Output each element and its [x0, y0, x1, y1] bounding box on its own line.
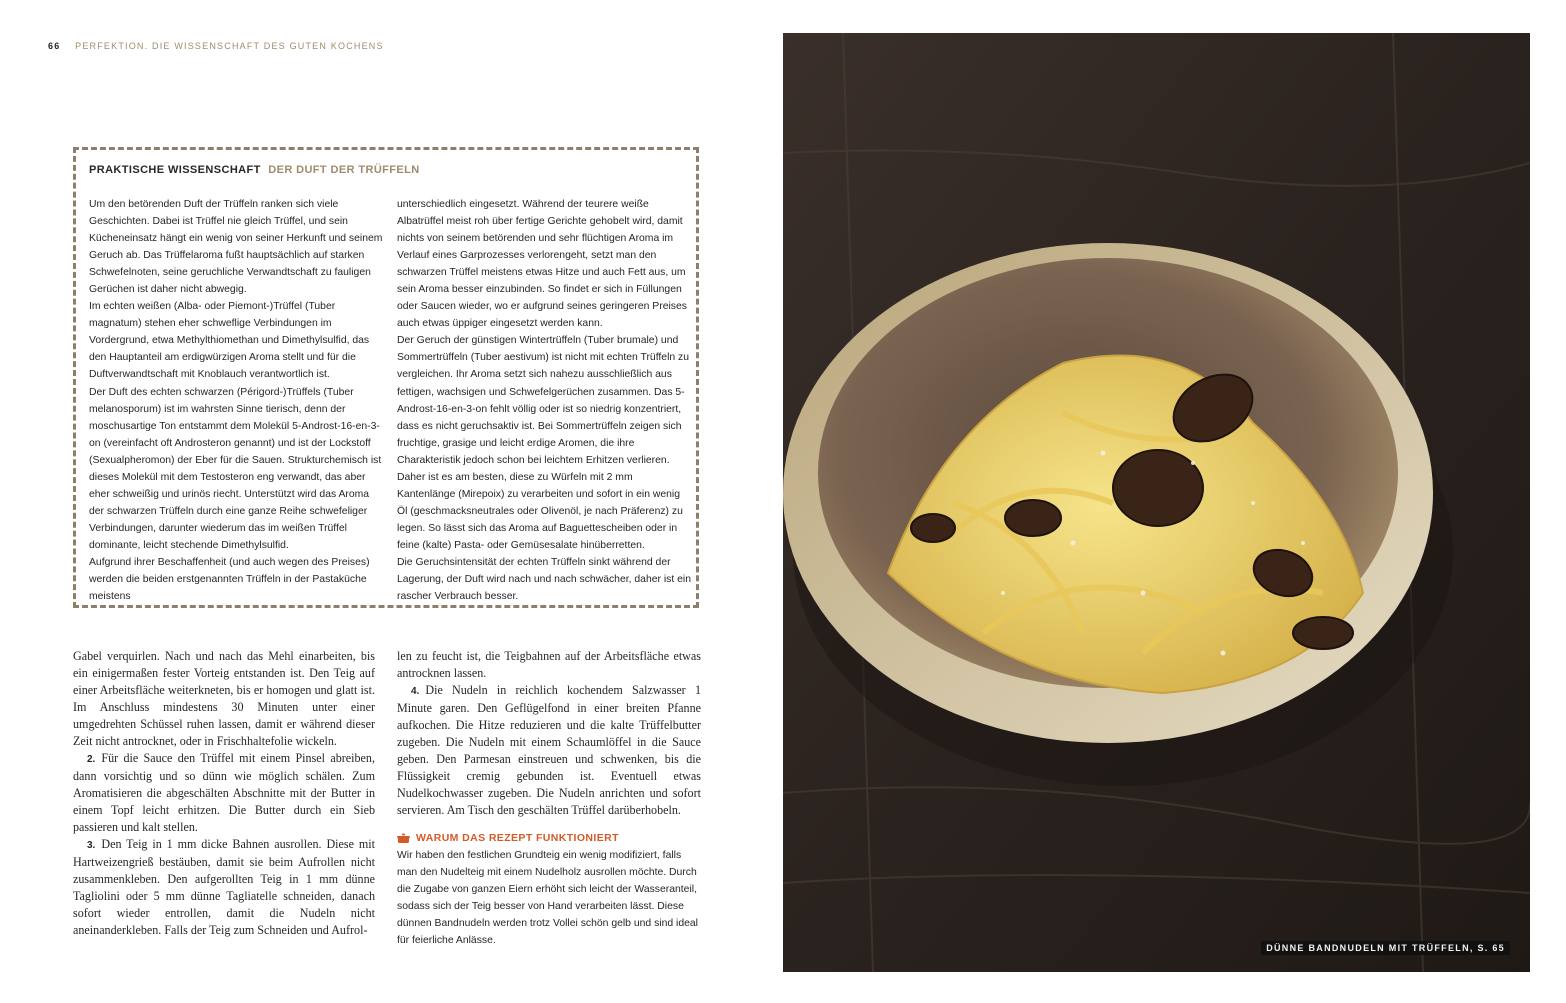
photo-caption: DÜNNE BANDNUDELN MIT TRÜFFELN, S. 65 [1261, 941, 1510, 955]
recipe-column-right [397, 648, 701, 949]
step-number: 3. [87, 840, 96, 851]
recipe-paragraph: len zu feucht ist, die Teigbahnen auf der Arbeitsfläche etwas antrocknen lassen. [397, 649, 701, 680]
step-text: Den Teig in 1 mm dicke Bahnen ausrollen. Diese mit Hartweizengrieß bestäuben, damit sie beim Aufrollen nicht zusammenkleben. Den aufgerollten Teig in 1 mm dünne Tagliolini oder 5 mm dünne Tagliatelle schneiden, danach sofort wieder entrollen, damit die Nudeln nicht aneinanderkleben. Falls der Teig zum Schneiden und Aufrol- [73, 837, 375, 937]
info-paragraph: unterschiedlich eingesetzt. Während der teurere weiße Albatrüffel meist roh über fertige Gerichte gehobelt wird, damit nichts von seinem betörenden und sehr flüchtigen Aroma im Verlauf eines Garprozesses verlorengeht, setzt man den schwarzen Trüffel meistens etwas Hitze und auch Fett aus, um sein Aroma besser einzubinden. So findet er sich in Füllungen oder Saucen wieder, wo er aufgrund seines geringeren Preises auch etwas üppiger eingesetzt werden kann. [397, 199, 687, 330]
recipe-paragraph: Gabel verquirlen. Nach und nach das Mehl einarbeiten, bis ein einigermaßen fester Vorteig entstanden ist. Den Teig auf einer Arbeitsfläche weiterkneten, bis er homogen und glatt ist. Im Anschluss mindestens 30 Minuten unter einer umgedrehten Schüssel ruhen lassen, damit er während dieser Zeit nicht antrocknet, oder in Frischhaltefolie wickeln. [73, 649, 375, 748]
section-title: PERFEKTION. DIE WISSENSCHAFT DES GUTEN KOCHENS [75, 41, 384, 51]
why-it-works-text: Wir haben den festlichen Grundteig ein wenig modifiziert, falls man den Nudelteig mit einem Nudelholz ausrollen möchte. Durch die Zugabe von ganzen Eiern erhöht sich leicht der Wasseranteil, sodass sich der Teig besser von Hand verarbeiten lässt. Diese dünnen Bandnudeln werden trotz Vollei schön gelb und sind ideal für feierliche Anlässe. [397, 850, 698, 946]
info-paragraph: Im echten weißen (Alba- oder Piemont-)Trüffel (Tuber magnatum) stehen eher schweflige Verbindungen im Vordergrund, etwa Methylthiomethan und Dimethylsulfid, das den Hauptanteil am erdigwürzigen Aroma stellt und für die Duftverwandtschaft mit Knoblauch verantwortlich ist. [89, 301, 370, 381]
recipe-step [397, 682, 701, 819]
info-box-title-lead: PRAKTISCHE WISSENSCHAFT [89, 164, 261, 176]
recipe-step [73, 750, 375, 836]
step-text: Für die Sauce den Trüffel mit einem Pinsel abreiben, dann vorsichtig und so dünn wie möglich schälen. Zum Aromatisieren die abgeschälten Abschnitte mit der Butter in einem Topf leicht erhitzen. Die Butter durch ein Sieb passieren und kalt stellen. [73, 751, 375, 834]
info-paragraph: Die Geruchsintensität der echten Trüffeln sinkt während der Lagerung, der Duft wird nach und nach schwächer, daher ist ein rascher Verbrauch besser. [397, 556, 692, 603]
info-box-column-left [89, 196, 384, 605]
pasta-photo [783, 33, 1530, 972]
recipe-step [73, 836, 375, 939]
pasta-bowl-illustration [783, 33, 1530, 972]
step-number: 4. [411, 686, 420, 697]
info-box-title-sub: DER DUFT DER TRÜFFELN [268, 164, 420, 176]
info-box-column-right [397, 196, 692, 605]
recipe-column-left [73, 648, 375, 939]
science-info-box [73, 147, 699, 608]
why-it-works-title: WARUM DAS REZEPT FUNKTIONIERT [416, 831, 619, 844]
info-paragraph: Um den betörenden Duft der Trüffeln ranken sich viele Geschichten. Dabei ist Trüffel nie gleich Trüffel, und sein Kücheneinsatz hängt ein wenig von seiner Herkunft und seinem Geruch ab. Das Trüffelaroma fußt hauptsächlich auf starken Schwefelnoten, seine geruchliche Verwandtschaft zu fauligen Gerüchen ist daher nicht abwegig. [89, 199, 383, 296]
info-box-title [89, 164, 420, 176]
info-paragraph: Aufgrund ihrer Beschaffenheit (und auch wegen des Preises) werden die beiden erstgenannten Trüffeln in der Pastaküche meistens [89, 556, 370, 603]
page-number: 66 [48, 41, 61, 51]
step-number: 2. [87, 754, 96, 765]
why-it-works-heading [397, 829, 701, 847]
cooking-pot-icon [397, 833, 410, 844]
running-header [48, 41, 384, 53]
info-paragraph: Der Geruch der günstigen Wintertrüffeln (Tuber brumale) und Sommertrüffeln (Tuber aestivum) ist nicht mit echten Trüffeln zu vergleichen. Ihr Aroma setzt sich nahezu ausschließlich aus fettigen, wachsigen und Schwefelgerüchen zusammen. Das 5-Androst-16-en-3-on fehlt völlig oder ist so niedrig konzentriert, dass es nicht geruchsaktiv ist. Bei Sommertrüffeln zeigen sich fruchtige, grasige und leicht erdige Aromen, die ihre Charakteristik jedoch schon bei leichtem Erhitzen verlieren. Daher ist es am besten, diese zu Würfeln mit 2 mm Kantenlänge (Mirepoix) zu verarbeiten und sofort in ein wenig Öl (geschmacksneutrales oder Olivenöl, je nach Präferenz) zu legen. So lässt sich das Aroma auf Baguettescheiben oder in feine (kalte) Pasta- oder Gemüsesalate hinüberretten. [397, 335, 690, 551]
step-text: Die Nudeln in reichlich kochendem Salzwasser 1 Minute garen. Den Geflügelfond in einer breiten Pfanne aufkochen. Die Hitze reduzieren und die kalte Trüffelbutter zugeben. Die Nudeln mit einem Schaumlöffel in die Sauce geben. Den Parmesan einstreuen und schwenken, bis die Flüssigkeit cremig gebunden ist. Eventuell etwas Nudelkochwasser zugeben. Die Nudeln anrichten und sofort servieren. Am Tisch den geschälten Trüffel darüberhobeln. [397, 683, 701, 817]
info-paragraph: Der Duft des echten schwarzen (Périgord-)Trüffels (Tuber melanosporum) ist im wahrsten Sinne tierisch, denn der moschusartige Ton entstammt dem Molekül 5-Androst-16-en-3-on (vereinfacht oft Androsteron genannt) und ist der Lockstoff (Sexualpheromon) der Eber für die Sauen. Strukturchemisch ist dieses Molekül mit dem Testosteron eng verwandt, das aber eher schweißig und urinös riecht. Unterstützt wird das Aroma der schwarzen Trüffeln durch eine ganze Reihe schwefeliger Verbindungen, darunter wiederum das im weißen Trüffel dominante, leicht stechende Dimethylsulfid. [89, 386, 382, 551]
